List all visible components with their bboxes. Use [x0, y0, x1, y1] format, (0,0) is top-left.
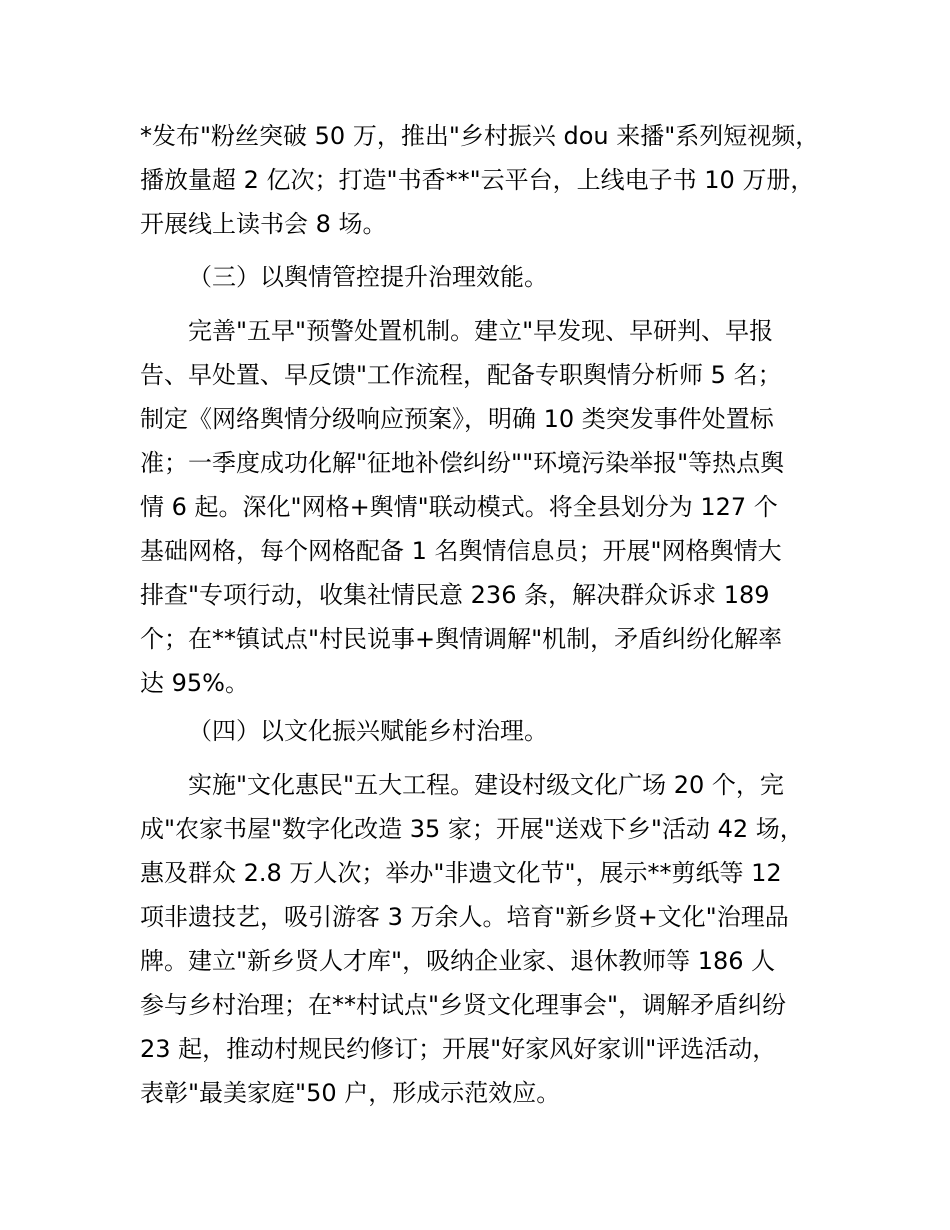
paragraph-line: 情 6 起。深化"网格+舆情"联动模式。将全县划分为 127 个 — [140, 493, 778, 521]
paragraph-line: 参与乡村治理；在**村试点"乡贤文化理事会"，调解矛盾纠纷 — [140, 991, 787, 1019]
paragraph-public-opinion — [140, 309, 840, 705]
heading-line: （三）以舆情管控提升治理效能。 — [188, 263, 548, 291]
paragraph-line: 达 95%。 — [140, 669, 249, 697]
section-heading-4 — [140, 709, 840, 753]
paragraph-continuation — [140, 114, 840, 246]
paragraph-line: 23 起，推动村规民约修订；开展"好家风好家训"评选活动， — [140, 1035, 777, 1063]
paragraph-culture — [140, 763, 840, 1115]
paragraph-line: 制定《网络舆情分级响应预案》，明确 10 类突发事件处置标 — [140, 405, 774, 433]
paragraph-line: 准；一季度成功化解"征地补偿纠纷""环境污染举报"等热点舆 — [140, 449, 785, 477]
paragraph-line: 成"农家书屋"数字化改造 35 家；开展"送戏下乡"活动 42 场， — [140, 815, 804, 843]
heading-line: （四）以文化振兴赋能乡村治理。 — [188, 717, 548, 745]
paragraph-line: 播放量超 2 亿次；打造"书香**"云平台，上线电子书 10 万册， — [140, 166, 815, 194]
paragraph-line: 排查"专项行动，收集社情民意 236 条，解决群众诉求 189 — [140, 581, 770, 609]
paragraph-line: *发布"粉丝突破 50 万，推出"乡村振兴 dou 来播"系列短视频， — [140, 122, 820, 150]
paragraph-line: 项非遗技艺，吸引游客 3 万余人。培育"新乡贤+文化"治理品 — [140, 903, 789, 931]
paragraph-line: 开展线上读书会 8 场。 — [140, 210, 387, 238]
paragraph-line: 个；在**镇试点"村民说事+舆情调解"机制，矛盾纠纷化解率 — [140, 625, 783, 653]
paragraph-line: 牌。建立"新乡贤人才库"，吸纳企业家、退休教师等 186 人 — [140, 947, 776, 975]
paragraph-line: 惠及群众 2.8 万人次；举办"非遗文化节"，展示**剪纸等 12 — [140, 859, 782, 887]
paragraph-line: 告、早处置、早反馈"工作流程，配备专职舆情分析师 5 名； — [140, 361, 782, 389]
paragraph-line: 完善"五早"预警处置机制。建立"早发现、早研判、早报 — [188, 317, 774, 345]
paragraph-line: 表彰"最美家庭"50 户，形成示范效应。 — [140, 1079, 561, 1107]
paragraph-line: 实施"文化惠民"五大工程。建设村级文化广场 20 个，完 — [188, 771, 784, 799]
paragraph-line: 基础网格，每个网格配备 1 名舆情信息员；开展"网格舆情大 — [140, 537, 782, 565]
section-heading-3 — [140, 255, 840, 299]
